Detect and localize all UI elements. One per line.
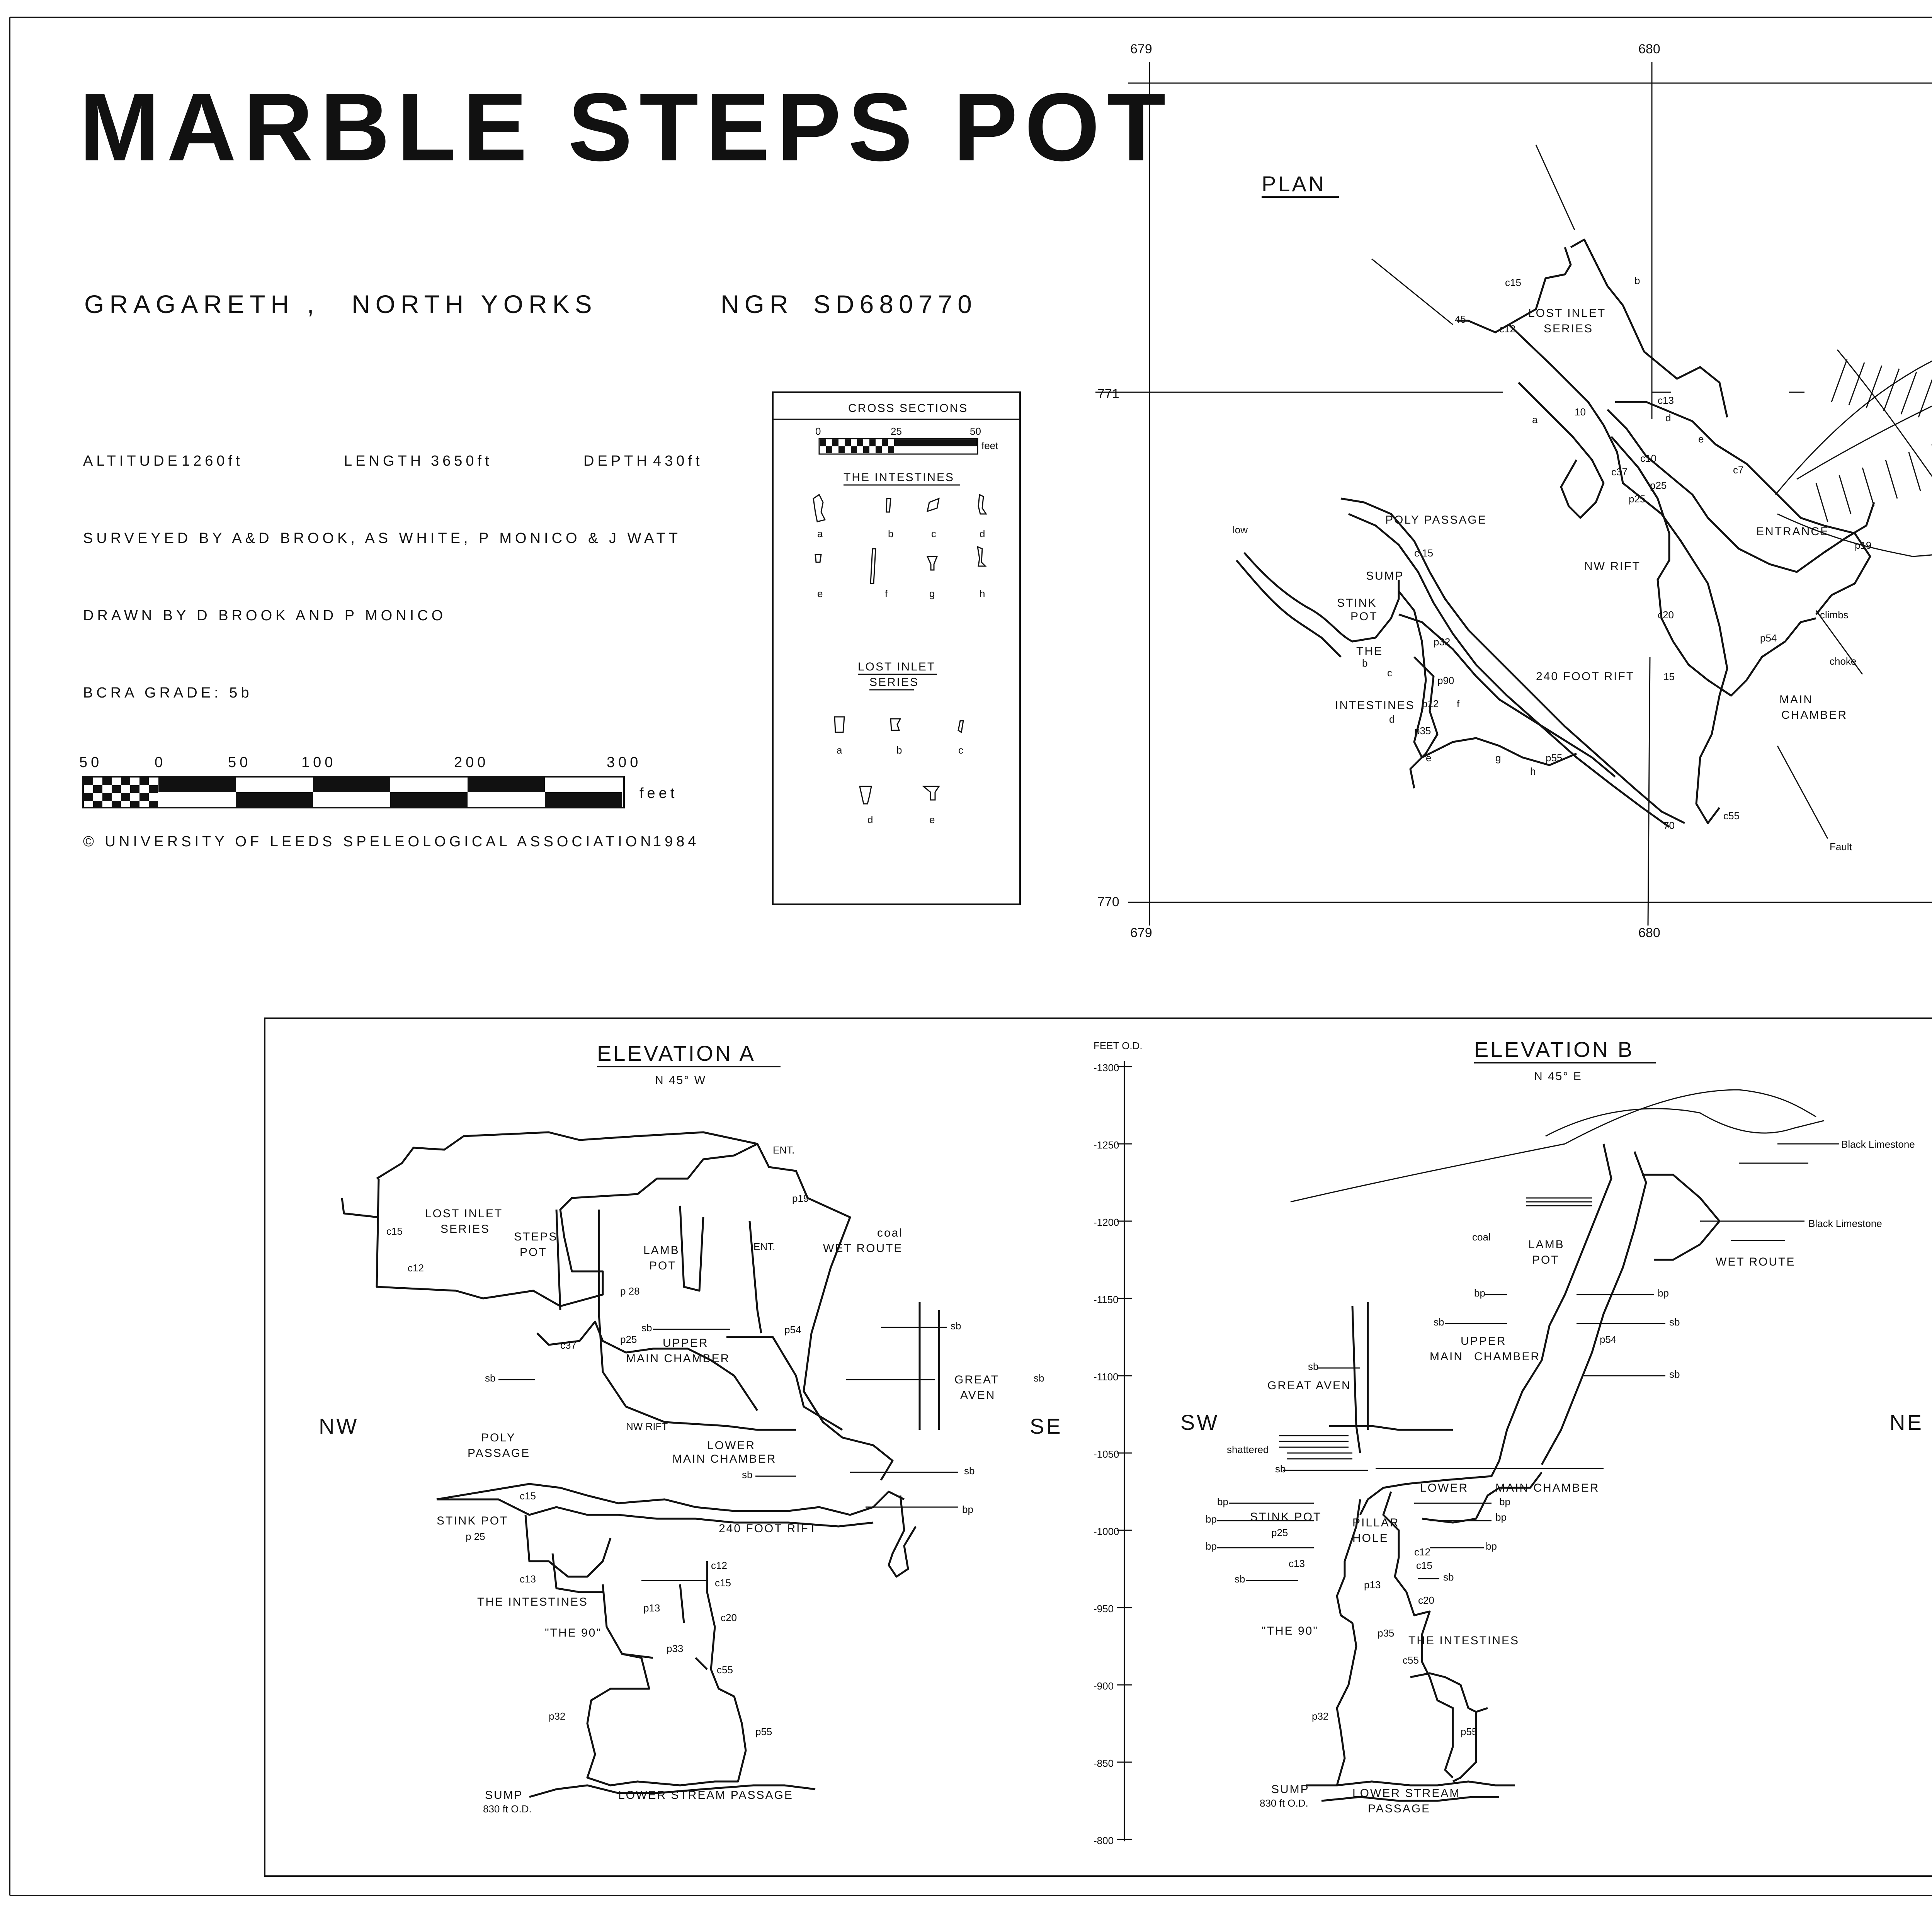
elev-b-label: GREAT AVEN [1267, 1379, 1351, 1392]
plan-code: p55 [1546, 752, 1563, 764]
ngr-value: SD680770 [813, 290, 977, 318]
elev-a-label: POT [649, 1259, 677, 1272]
altitude-tick-label: -900 [1094, 1680, 1114, 1692]
location: GRAGARETH , [84, 290, 320, 318]
elev-a-label: p32 [549, 1710, 566, 1722]
elev-b-label: Black Limestone [1808, 1218, 1882, 1229]
elev-b-label: sb [1275, 1463, 1286, 1475]
elev-b-label: bp [1499, 1496, 1510, 1507]
altitude-tick-label: -1300 [1094, 1062, 1119, 1074]
plan-code: c20 [1658, 609, 1674, 621]
plan-title: PLAN [1262, 172, 1326, 196]
elev-a-label: MAIN CHAMBER [672, 1453, 777, 1465]
scale-tick-label: 50 [79, 754, 103, 771]
plan-label: choke [1830, 655, 1857, 667]
elev-a-label: LAMB [643, 1244, 680, 1257]
northing-label: 771 [1097, 386, 1119, 401]
elev-a-label: LOWER STREAM PASSAGE [618, 1789, 793, 1802]
scale-tick-label: 300 [607, 754, 642, 771]
elev-a-label: p54 [784, 1324, 801, 1336]
elev-b-label: STINK POT [1250, 1511, 1322, 1523]
altitude-tick-label: -1100 [1094, 1371, 1119, 1383]
elev-a-label: sb [485, 1372, 496, 1384]
elev-b-label: CHAMBER [1474, 1350, 1541, 1363]
elev-b-label: bp [1495, 1511, 1507, 1523]
plan-code: c37 [1611, 466, 1628, 478]
elev-a-label: p25 [620, 1334, 637, 1345]
plan-code: b [1362, 657, 1368, 669]
plan-label: Fault [1830, 841, 1852, 852]
elev-b-label: c12 [1414, 1546, 1430, 1558]
elev-a-label: sb [641, 1322, 652, 1334]
elev-b-label: LAMB [1528, 1238, 1565, 1251]
elev-a-label: p 25 [466, 1531, 485, 1542]
elev-a-label: SUMP [485, 1789, 523, 1802]
elev-b-label: Black Limestone [1841, 1138, 1915, 1150]
xs-letter: h [980, 588, 985, 599]
altitude-tick-label: -1000 [1094, 1526, 1119, 1537]
scale-tick-label: 50 [228, 754, 252, 771]
elev-a-label: SERIES [440, 1223, 490, 1235]
plan-code: c12 [1499, 323, 1515, 335]
plan-label: POT [1350, 610, 1378, 623]
plan-code: 10 [1575, 406, 1586, 418]
xs-letter: e [817, 588, 823, 599]
elev-a-label: LOST INLET [425, 1207, 503, 1220]
plan-code: p35 [1414, 725, 1431, 737]
xs-scale-tick: 25 [891, 425, 902, 437]
elev-a-label: STEPS [514, 1230, 558, 1243]
elevation-a-title: ELEVATION A [597, 1041, 756, 1065]
altitude-tick-label: -950 [1094, 1603, 1114, 1615]
elev-b-label: p13 [1364, 1579, 1381, 1591]
length-label: LENGTH [344, 453, 425, 469]
xs-letter: c [958, 744, 963, 756]
plan-code: p19 [1855, 539, 1872, 551]
elev-a-label: c12 [711, 1560, 727, 1571]
plan-label: MAIN [1779, 693, 1813, 706]
ngr-label: NGR [721, 290, 794, 318]
plan-code: c 15 [1414, 547, 1434, 559]
plan-code: b [1634, 275, 1640, 286]
elev-a-label: UPPER [663, 1337, 709, 1349]
plan-label: climbs [1820, 609, 1849, 621]
plan-code: a [1532, 414, 1538, 425]
plan-code: h [1530, 766, 1536, 777]
elev-b-label: THE INTESTINES [1408, 1634, 1520, 1647]
elev-a-label: c37 [560, 1339, 577, 1351]
elev-b-label: PASSAGE [1368, 1802, 1431, 1815]
xs-letter: c [931, 528, 936, 539]
plan-label: NW RIFT [1584, 560, 1641, 573]
elev-a-label: c13 [520, 1573, 536, 1585]
elevation-a-left-dir: NW [319, 1414, 359, 1438]
length-value: 3650ft [431, 453, 493, 469]
copyright: © UNIVERSITY OF LEEDS SPELEOLOGICAL ASSOCIATION [83, 834, 655, 850]
xs-letter: d [867, 814, 873, 825]
plan-code: f [1457, 698, 1460, 709]
elev-a-label: p19 [792, 1193, 809, 1204]
altitude-value: 1260ft [182, 453, 243, 469]
plan-label: ENTRANCE [1756, 525, 1830, 538]
plan-code: c7 [1733, 464, 1744, 476]
elevation-b-left-dir: SW [1180, 1410, 1219, 1434]
elev-b-label: bp [1206, 1540, 1217, 1552]
elevation-b-bearing: N 45° E [1534, 1070, 1582, 1083]
xs-letter: d [980, 528, 985, 539]
plan-code: 15 [1663, 671, 1675, 682]
plan-code: p25 [1629, 493, 1646, 505]
xs-letter: a [817, 528, 823, 539]
elev-b-label: bp [1217, 1496, 1228, 1507]
elev-a-label: STINK POT [437, 1514, 509, 1527]
altitude-scale-title: FEET O.D. [1094, 1040, 1143, 1051]
altitude-label: ALTITUDE [83, 453, 181, 469]
elev-a-label: AVEN [960, 1389, 996, 1402]
xs-letter: f [885, 588, 888, 599]
elevation-b-right-dir: NE [1889, 1410, 1923, 1434]
elev-a-label: p13 [643, 1602, 660, 1614]
elev-b-label: coal [1472, 1231, 1491, 1243]
elev-b-label: sb [1443, 1571, 1454, 1583]
plan-code: 45 [1455, 313, 1466, 325]
elev-b-label: sb [1235, 1573, 1245, 1585]
elev-b-label: "THE 90" [1262, 1625, 1319, 1637]
county: NORTH YORKS [352, 290, 597, 318]
plan-label: THE [1356, 645, 1383, 658]
elev-b-label: p25 [1271, 1527, 1288, 1538]
easting-label: 679 [1130, 926, 1152, 940]
plan-code: g [1495, 752, 1501, 764]
xs-letter: a [837, 744, 842, 756]
plan-code: e [1698, 433, 1704, 445]
elev-a-label: c15 [386, 1225, 403, 1237]
plan-code: d [1665, 412, 1671, 424]
elev-a-label: sb [951, 1320, 961, 1332]
elev-b-label: SUMP [1271, 1783, 1310, 1796]
elev-a-label: sb [964, 1465, 975, 1477]
altitude-tick-label: -1200 [1094, 1217, 1119, 1228]
plan-code: c10 [1640, 453, 1656, 464]
xs-letter: b [896, 744, 902, 756]
elev-a-label: MAIN CHAMBER [626, 1352, 730, 1365]
elev-a-label: sb [742, 1469, 753, 1480]
elev-a-label: c15 [715, 1577, 731, 1589]
elev-b-label: sb [1434, 1316, 1444, 1328]
scale-tick-label: 200 [454, 754, 489, 771]
lost-inlet-title-2: SERIES [869, 676, 919, 689]
plan-label: CHAMBER [1781, 709, 1848, 721]
plan-label: 240 FOOT RIFT [1536, 670, 1635, 683]
elev-b-label: shattered [1227, 1444, 1269, 1455]
elev-a-label: ENT. [773, 1144, 795, 1156]
xs-letter: e [929, 814, 935, 825]
easting-label: 679 [1130, 42, 1152, 56]
plan-label: POLY PASSAGE [1385, 514, 1487, 526]
elev-b-label: bp [1658, 1287, 1669, 1299]
plan-code: p54 [1760, 632, 1777, 644]
altitude-tick-label: -850 [1094, 1758, 1114, 1769]
altitude-tick-label: -1150 [1094, 1294, 1119, 1305]
elev-b-label: bp [1206, 1513, 1217, 1525]
depth-value: 430ft [653, 453, 703, 469]
elev-b-label: WET ROUTE [1716, 1256, 1796, 1268]
plan-label: STINK [1337, 597, 1377, 609]
plan-label: LOST INLET [1528, 307, 1606, 320]
elev-b-label: MAIN [1430, 1350, 1463, 1363]
elev-a-label: sb [1034, 1372, 1044, 1384]
elevation-a-bearing: N 45° W [655, 1074, 707, 1087]
xs-letter: b [888, 528, 894, 539]
elev-b-label: sb [1669, 1368, 1680, 1380]
elev-b-label: p35 [1378, 1627, 1395, 1639]
elev-a-label: c15 [520, 1490, 536, 1502]
elev-a-label: bp [962, 1504, 973, 1515]
altitude-tick-label: -800 [1094, 1835, 1114, 1846]
plan-label: SUMP [1366, 570, 1404, 582]
elev-b-label: c55 [1403, 1654, 1419, 1666]
elev-b-label: p55 [1461, 1726, 1478, 1737]
plan-label: SERIES [1544, 322, 1594, 335]
xs-scale-tick: 0 [815, 425, 821, 437]
easting-label: 680 [1638, 42, 1660, 56]
plan-code: p25 [1650, 480, 1667, 491]
elev-b-label: HOLE [1352, 1532, 1389, 1545]
plan-code: p90 [1437, 675, 1454, 686]
elev-b-label: bp [1486, 1540, 1497, 1552]
elev-a-label: p33 [667, 1643, 684, 1654]
plan-code: d [1389, 713, 1395, 725]
plan-code: c [1387, 667, 1392, 679]
elev-a-label: 830 ft O.D. [483, 1803, 532, 1815]
elev-b-label: 830 ft O.D. [1260, 1797, 1308, 1809]
elev-b-label: LOWER STREAM [1352, 1787, 1461, 1800]
elev-b-label: c13 [1289, 1558, 1305, 1569]
xs-letter: g [929, 588, 935, 599]
scale-tick-label: 0 [155, 754, 167, 771]
elev-b-label: c20 [1418, 1594, 1434, 1606]
elev-b-label: UPPER [1461, 1335, 1507, 1348]
surveyed-by: SURVEYED BY A&D BROOK, AS WHITE, P MONICO & J WATT [83, 530, 681, 546]
depth-label: DEPTH [583, 453, 651, 469]
elev-b-label: p32 [1312, 1710, 1329, 1722]
elev-a-label: LOWER [707, 1439, 756, 1452]
elev-b-label: p54 [1600, 1334, 1617, 1345]
plan-label: low [1233, 524, 1248, 536]
elev-a-label: POT [520, 1246, 547, 1259]
plan-code: e [1426, 752, 1432, 764]
northing-label: 770 [1097, 895, 1119, 909]
elev-a-label: c12 [408, 1262, 424, 1274]
page-title: MARBLE STEPS POT [79, 73, 1173, 181]
elev-a-label: p 28 [620, 1285, 640, 1297]
elev-a-label: GREAT [954, 1373, 1000, 1386]
lost-inlet-title-1: LOST INLET [858, 660, 936, 673]
copyright-year: 1984 [653, 834, 700, 850]
scale-unit: feet [639, 785, 678, 801]
elev-a-label: coal [877, 1227, 903, 1239]
elev-a-label: c55 [717, 1664, 733, 1676]
xs-scale-unit: feet [981, 440, 998, 451]
elev-a-label: 240 FOOT RIFT [719, 1522, 818, 1535]
elev-b-label: bp [1474, 1287, 1485, 1299]
elev-b-label: MAIN CHAMBER [1495, 1482, 1600, 1494]
elev-b-label: sb [1669, 1316, 1680, 1328]
elev-b-label: sb [1308, 1361, 1319, 1372]
xs-scale-tick: 50 [970, 425, 981, 437]
plan-code: c15 [1505, 277, 1521, 288]
bcra-grade: BCRA GRADE: 5b [83, 685, 253, 701]
elev-a-label: p55 [755, 1726, 772, 1737]
cross-sections-title: CROSS SECTIONS [848, 402, 968, 415]
elev-b-label: c15 [1416, 1560, 1432, 1571]
elev-b-label: POT [1532, 1254, 1560, 1266]
elev-a-label: THE INTESTINES [477, 1596, 588, 1608]
plan-code: c55 [1723, 810, 1740, 822]
elev-a-label: c20 [721, 1612, 737, 1623]
drawn-by: DRAWN BY D BROOK AND P MONICO [83, 607, 447, 624]
altitude-tick-label: -1050 [1094, 1448, 1119, 1460]
altitude-tick-label: -1250 [1094, 1139, 1119, 1151]
plan-code: p12 [1422, 698, 1439, 709]
intestines-title: THE INTESTINES [844, 471, 955, 484]
plan-code: p32 [1434, 636, 1451, 648]
elev-b-label: LOWER [1420, 1482, 1469, 1494]
elev-a-label: WET ROUTE [823, 1242, 903, 1255]
plan-code: 70 [1663, 820, 1675, 831]
elev-a-label: "THE 90" [545, 1627, 602, 1639]
elev-a-label: NW RIFT [626, 1421, 668, 1432]
elev-b-label: PILLAR [1352, 1516, 1400, 1529]
easting-label: 680 [1638, 926, 1660, 940]
scale-tick-label: 100 [301, 754, 337, 771]
elev-a-label: PASSAGE [468, 1447, 531, 1460]
elevation-a-right-dir: SE [1030, 1414, 1063, 1438]
plan-label: INTESTINES [1335, 699, 1415, 712]
elevation-b-title: ELEVATION B [1474, 1037, 1634, 1062]
plan-code: c13 [1658, 395, 1674, 406]
elev-a-label: POLY [481, 1431, 516, 1444]
elev-a-label: ENT. [753, 1241, 776, 1252]
